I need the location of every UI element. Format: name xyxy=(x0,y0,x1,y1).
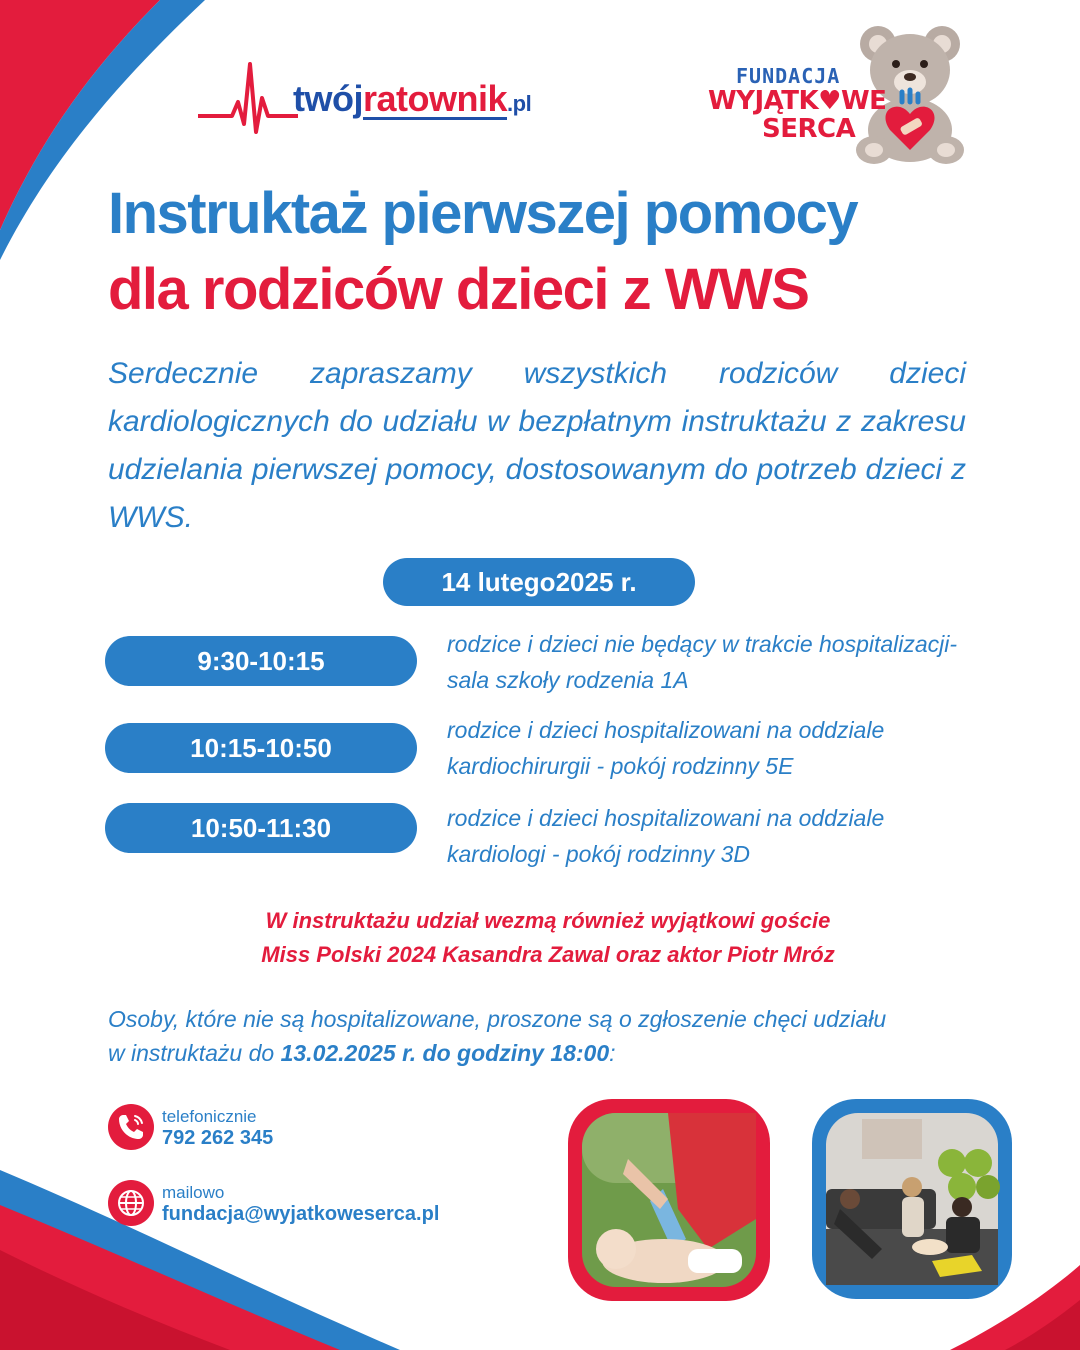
slot-3-line-1: rodzice i dzieci hospitalizowani na oddziale xyxy=(447,805,885,831)
slot-2-line-2: kardiochirurgii - pokój rodzinny 5E xyxy=(447,753,794,779)
slot-2-line-1: rodzice i dzieci hospitalizowani na oddziale xyxy=(447,717,885,743)
globe-icon xyxy=(108,1180,154,1226)
registration-suffix: : xyxy=(609,1040,616,1066)
registration-text xyxy=(108,1002,1008,1070)
guests-line-2: Miss Polski 2024 Kasandra Zawal oraz aktor Piotr Mróz xyxy=(261,942,835,967)
logo-wordmark xyxy=(293,78,531,120)
title-line-1: Instruktaż pierwszej pomocy xyxy=(108,181,858,246)
logo-suffix: .pl xyxy=(507,91,532,116)
registration-prefix: w instruktażu do xyxy=(108,1040,281,1066)
time-slot-3: 10:50-11:30 xyxy=(105,803,417,853)
date-badge: 14 lutego2025 r. xyxy=(383,558,695,606)
logo-serca-text: SERCA xyxy=(762,114,856,144)
title-line-2: dla rodziców dzieci z WWS xyxy=(108,257,809,322)
heartbeat-icon xyxy=(198,58,298,138)
training-room-photo xyxy=(812,1099,1012,1299)
logo-wyjatkowe-text: WYJĄTK♥WE xyxy=(708,86,887,116)
fundacja-logo xyxy=(700,22,980,172)
email-label: mailowo xyxy=(162,1183,225,1202)
phone-icon xyxy=(108,1104,154,1150)
slot-1-line-1: rodzice i dzieci nie będący w trakcie hospitalizacji- xyxy=(447,631,958,657)
registration-deadline: 13.02.2025 r. do godziny 18:00 xyxy=(280,1040,610,1066)
slot-3-line-2: kardiologi - pokój rodzinny 3D xyxy=(447,841,750,867)
phone-label: telefonicznie xyxy=(162,1107,257,1126)
time-slot-1: 9:30-10:15 xyxy=(105,636,417,686)
special-guests-text xyxy=(0,904,1080,972)
slot-3-description xyxy=(447,800,1047,872)
logo-fundacja-text: FUNDACJA xyxy=(736,64,841,88)
intro-text: Serdecznie zapraszamy wszystkich rodziców dzieci kardiologicznych do udziału w bezpłatnym instruktażu z zakresu udzielania pierwszej pomocy, dostosowanym do potrzeb dzieci z WWS. xyxy=(108,357,966,534)
cpr-training-photo xyxy=(568,1099,770,1301)
slot-1-description xyxy=(447,626,1047,698)
slot-2-description xyxy=(447,712,1047,784)
time-slot-2: 10:15-10:50 xyxy=(105,723,417,773)
slot-1-line-2: sala szkoły rodzenia 1A xyxy=(447,667,689,693)
registration-line-2 xyxy=(108,1036,1008,1070)
email-address[interactable]: fundacja@wyjatkoweserca.pl xyxy=(162,1203,440,1225)
phone-number[interactable]: 792 262 345 xyxy=(162,1127,274,1149)
registration-line-1: Osoby, które nie są hospitalizowane, proszone są o zgłoszenie chęci udziału xyxy=(108,1006,887,1032)
logo-part-twoj: twój xyxy=(293,78,363,119)
twojratownik-logo xyxy=(198,58,598,138)
logo-part-ratownik: ratownik xyxy=(362,78,508,119)
guests-line-1: W instruktażu udział wezmą również wyjątkowi goście xyxy=(265,908,831,933)
